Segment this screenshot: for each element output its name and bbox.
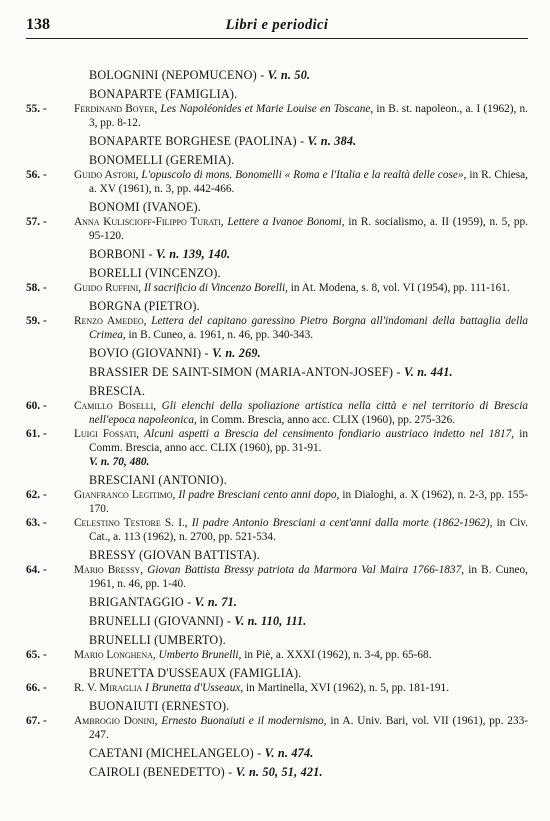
entry-number: 67. - [26,715,47,727]
subject-heading [89,699,528,714]
reference-entry [26,714,528,742]
heading-name: BONAPARTE (FAMIGLIA). [89,87,238,101]
page-number: 138 [26,16,50,33]
running-head: Libri e periodici [225,17,329,33]
heading-name: BRESCIA. [89,384,146,398]
cross-reference: V. n. 474. [264,746,314,760]
heading-name: BORBONI - [89,247,153,261]
reference-entry [26,648,528,662]
heading-name: BRUNELLI (GIOVANNI) - [89,614,232,628]
subject-heading [89,200,528,215]
entry-number: 57. - [26,216,47,228]
entry-title: Lettere a Ivanoe Bonomi, [227,216,345,228]
heading-name: BONOMI (IVANOE). [89,200,201,214]
reference-entry [26,488,528,516]
entry-number: 60. - [26,400,47,412]
subject-heading [89,346,528,361]
heading-name: BONAPARTE BORGHESE (PAOLINA) - [89,134,305,148]
entry-author: Gianfranco Legitimo, [74,489,176,501]
entry-source: in At. Modena, s. 8, vol. VI (1954), pp. 111-161. [290,282,510,294]
entry-author: Luigi Fossati, [74,428,140,440]
note-text: V. n. 70, 480. [89,456,150,468]
subject-heading [89,666,528,681]
entry-source: in B. st. napoleon., a. I (1962), n. 3, pp. 8-12. [89,103,528,129]
entry-title: Ernesto Buonaiuti e il modernismo, [161,715,327,727]
heading-name: BORGNA (PIETRO). [89,299,200,313]
subject-heading [89,68,528,83]
cross-reference: V. n. 50. [267,68,311,82]
reference-entry [26,215,528,243]
subject-heading [89,87,528,102]
entry-author: Anna Kuliscioff-Filippo Turati, [74,216,224,228]
reference-entry [26,281,528,295]
entry-number: 59. - [26,315,47,327]
subject-heading [89,266,528,281]
entry-author: Guido Ruffini, [74,282,142,294]
entry-author: Camillo Boselli, [74,400,157,412]
subject-heading [89,595,528,610]
entry-author: Celestino Testore S. I., [74,517,188,529]
entry-number: 66. - [26,682,47,694]
entry-source: in Dialoghi, a. X (1962), n. 2-3, pp. 155-170. [89,489,528,515]
subject-heading [89,384,528,399]
reference-entry [26,314,528,342]
entry-number: 65. - [26,649,47,661]
subject-heading [89,746,528,761]
subject-heading [89,247,528,262]
entry-source: in A. Univ. Bari, vol. VII (1961), pp. 233-247. [89,715,528,741]
reference-entry [26,516,528,544]
heading-name: CAETANI (MICHELANGELO) - [89,746,262,760]
cross-reference-note [89,455,528,469]
heading-name: BORELLI (VINCENZO). [89,266,221,280]
entry-source: in Comm. Brescia, anno acc. CLIX (1960), pp. 31-91. [89,428,528,454]
heading-name: BOLOGNINI (NEPOMUCENO) - [89,68,265,82]
entry-source: in R. Chiesa, a. XV (1961), n. 3, pp. 442-466. [89,169,528,195]
heading-name: BRIGANTAGGIO - [89,595,192,609]
entry-title: Il sacrificio di Vincenzo Borelli, [143,282,288,294]
heading-name: BRESCIANI (ANTONIO). [89,473,227,487]
subject-heading [89,633,528,648]
subject-heading [89,765,528,780]
cross-reference: V. n. 71. [194,595,238,609]
reference-entry [26,563,528,591]
entry-author: Ferdinand Boyer, [74,103,158,115]
entry-source: in B. Cuneo, 1961, n. 46, pp. 1-40. [89,564,529,590]
entry-source: in Martinella, XVI (1962), n. 5, pp. 181-191. [246,682,450,694]
subject-heading [89,548,528,563]
subject-heading [89,614,528,629]
heading-name: BRUNETTA D'USSEAUX (FAMIGLIA). [89,666,302,680]
entry-number: 61. - [26,428,47,440]
entry-number: 55. - [26,103,47,115]
cross-reference: V. n. 50, 51, 421. [235,765,323,779]
entry-number: 56. - [26,169,47,181]
cross-reference: V. n. 110, 111. [234,614,307,628]
heading-name: BONOMELLI (GEREMIA). [89,153,235,167]
entry-author: Mario Longhena, [74,649,156,661]
heading-name: BRASSIER DE SAINT-SIMON (MARIA-ANTON-JOSEF) - [89,365,401,379]
reference-entry [26,427,528,455]
entry-number: 62. - [26,489,47,501]
bibliography-list [26,64,528,780]
entry-title: Il padre Antonio Bresciani a cent'anni dalla morte (1862-1962), [191,517,493,529]
reference-entry [26,168,528,196]
entry-author: Renzo Amedeo, [74,315,147,327]
entry-title: L'opuscolo di mons. Bonomelli « Roma e l'Italia e la realtà delle cose», [141,169,467,181]
entry-title: Gli elenchi della spoliazione artistica nella città e nel territorio di Brescia nell'epoca napoleonica, [89,400,528,426]
cross-reference: V. n. 139, 140. [156,247,231,261]
entry-author: Ambrogio Donini, [74,715,158,727]
entry-title: Lettera del capitano garessino Pietro Borgna all'indomani della battaglia della Crimea, [89,315,528,341]
entry-source: in B. Cuneo, a. 1961, n. 46, pp. 340-343. [128,329,314,341]
entry-source: in R. socialismo, a. II (1959), n. 5, pp. 95-120. [89,216,529,242]
subject-heading [89,473,528,488]
page-header [26,16,528,39]
entry-source: in Comm. Brescia, anno acc. CLIX (1960), pp. 275-326. [199,414,456,426]
subject-heading [89,134,528,149]
entry-title: Alcuni aspetti a Brescia del censimento fondiario austriaco indetto nel 1817, [144,428,515,440]
entry-title: Umberto Brunelli, [158,649,242,661]
reference-entry [26,681,528,695]
entry-number: 63. - [26,517,47,529]
subject-heading [89,299,528,314]
entry-author: Guido Astori, [74,169,139,181]
entry-title: Les Napoléonides et Marie Louise en Toscane, [160,103,374,115]
entry-title: I Brunetta d'Usseaux, [145,682,244,694]
cross-reference: V. n. 441. [403,365,453,379]
entry-source: in Civ. Cat., a. 113 (1962), n. 2700, pp. 521-534. [89,517,528,543]
entry-source: in Piè, a. XXXI (1962), n. 3-4, pp. 65-68. [244,649,432,661]
cross-reference: V. n. 384. [307,134,357,148]
entry-title: Il padre Bresciani cento anni dopo, [178,489,340,501]
entry-title: Giovan Battista Bressy patriota da Marmora Val Maira 1766-1837, [147,564,465,576]
heading-name: CAIROLI (BENEDETTO) - [89,765,233,779]
reference-entry [26,102,528,130]
subject-heading [89,365,528,380]
heading-name: BOVIO (GIOVANNI) - [89,346,209,360]
entry-author: R. V. Miraglia [74,682,143,694]
cross-reference: V. n. 269. [212,346,261,360]
entry-author: Mario Bressy, [74,564,144,576]
heading-name: BRESSY (GIOVAN BATTISTA). [89,548,260,562]
entry-number: 64. - [26,564,47,576]
entry-number: 58. - [26,282,47,294]
subject-heading [89,153,528,168]
reference-entry [26,399,528,427]
heading-name: BUONAIUTI (ERNESTO). [89,699,230,713]
heading-name: BRUNELLI (UMBERTO). [89,633,226,647]
